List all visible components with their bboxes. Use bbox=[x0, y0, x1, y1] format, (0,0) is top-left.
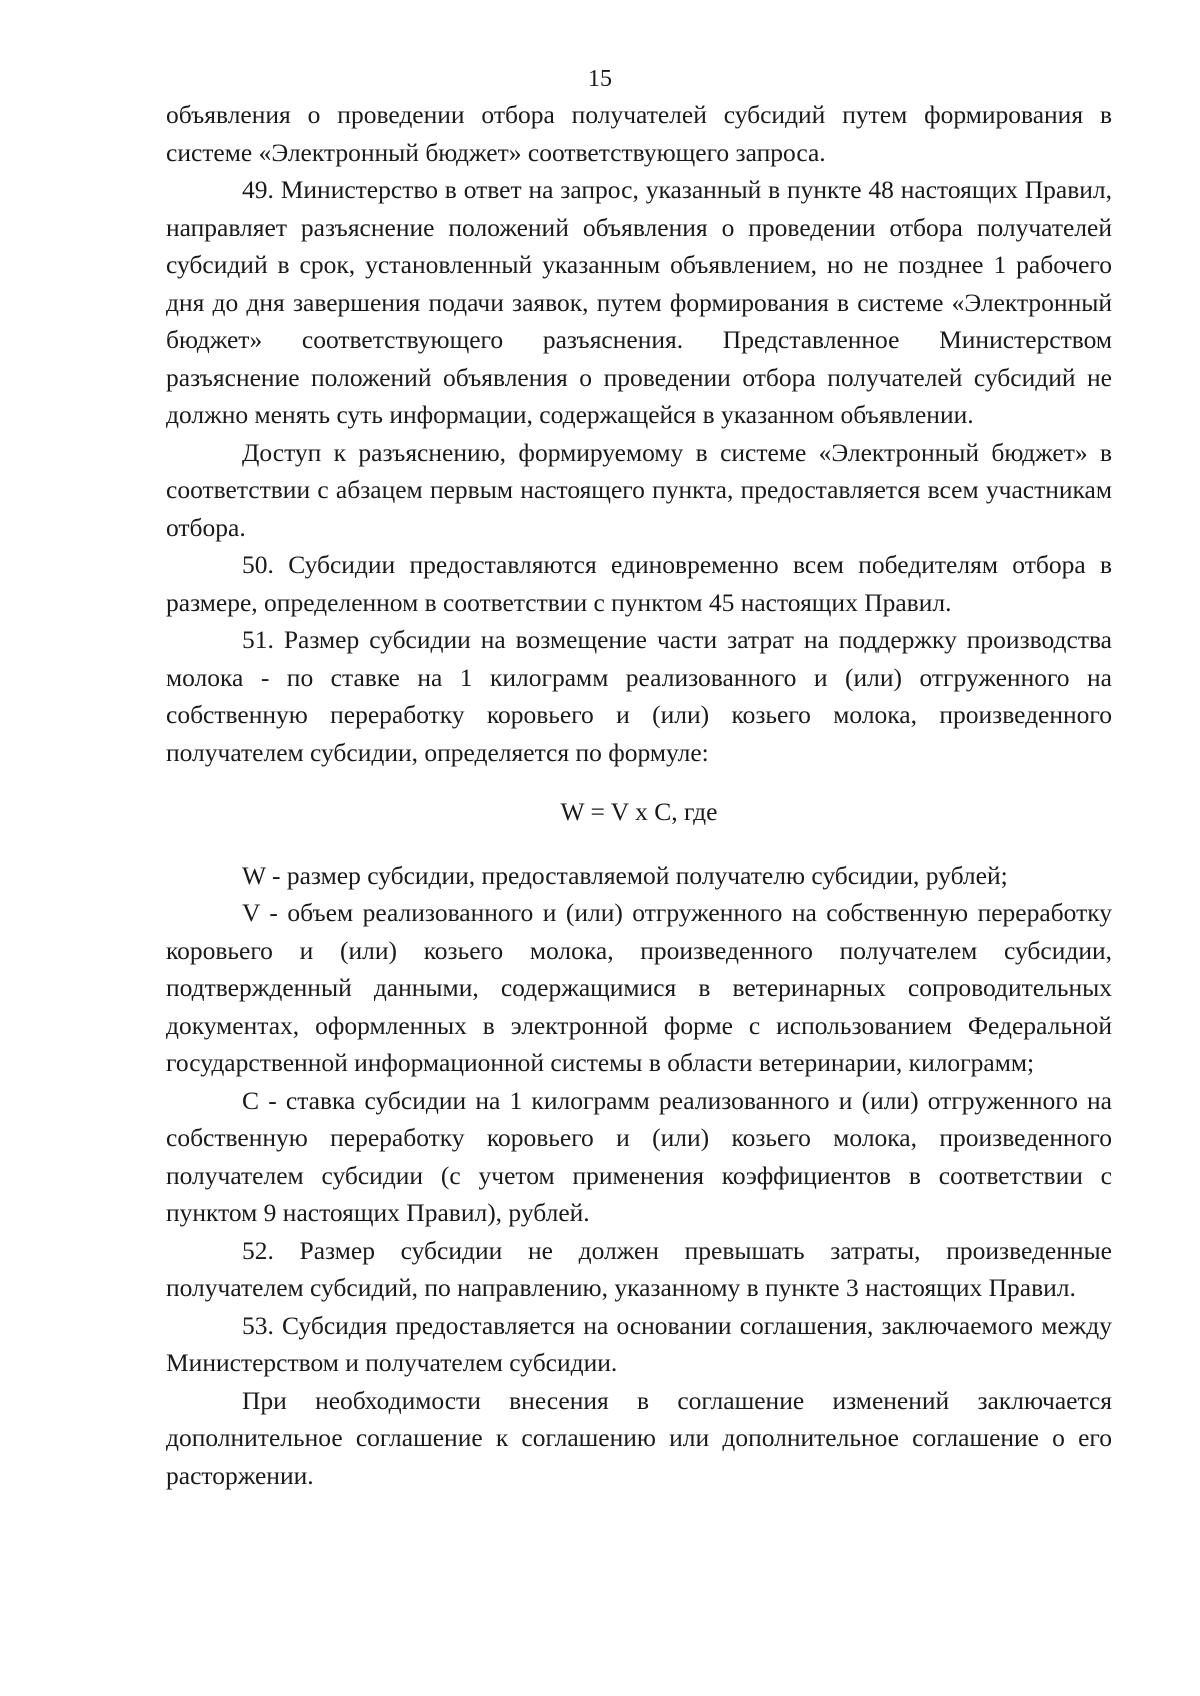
formula: W = V x C, где bbox=[560, 797, 718, 826]
paragraph-52: 52. Размер субсидии не должен превышать затраты, произведенные получателем субсидий, по направлению, указанному в пункте 3 настоящих Правил. bbox=[166, 1235, 1112, 1302]
paragraph-continuation: объявления о проведении отбора получателей субсидий путем формирования в системе «Электронный бюджет» соответствующего запроса. bbox=[166, 100, 1112, 167]
page-number: 15 bbox=[588, 66, 612, 92]
paragraph-50: 50. Субсидии предоставляются единовременно всем победителям отбора в размере, определенном в соответствии с пунктом 45 настоящих Правил. bbox=[166, 550, 1112, 617]
paragraph-49: 49. Министерство в ответ на запрос, указанный в пункте 48 настоящих Правил, направляет разъяснение положений объявления о проведении отбора получателей субсидий в срок, установленный указанным объявлением, но не позднее 1 рабочего дня до дня завершения подачи заявок, путем формирования в системе «Электронный бюджет» соответствующего разъяснения. Представленное Министерством разъяснение положений объявления о проведении отбора получателей субсидий не должно менять суть информации, содержащейся в указанном объявлении. bbox=[166, 175, 1112, 429]
definition-v: V - объем реализованного и (или) отгруженного на собственную переработку коровьего и (или) козьего молока, произведенного получателем субсидии, подтвержденный данными, содержащимися в ветеринарных сопроводительных документах, оформленных в электронной форме с использованием Федеральной государственной информационной системы в области ветеринарии, килограмм; bbox=[166, 898, 1112, 1077]
paragraph-amendment: При необходимости внесения в соглашение изменений заключается дополнительное соглашение к соглашению или дополнительное соглашение о его расторжении. bbox=[166, 1385, 1112, 1490]
paragraph-53: 53. Субсидия предоставляется на основании соглашения, заключаемого между Министерством и получателем субсидии. bbox=[166, 1310, 1112, 1377]
paragraph-access: Доступ к разъяснению, формируемому в системе «Электронный бюджет» в соответствии с абзацем первым настоящего пункта, предоставляется всем участникам отбора. bbox=[166, 437, 1112, 542]
document-body bbox=[166, 96, 1112, 1494]
definition-w: W - размер субсидии, предоставляемой получателю субсидии, рублей; bbox=[242, 860, 1008, 890]
paragraph-51: 51. Размер субсидии на возмещение части затрат на поддержку производства молока - по ставке на 1 килограмм реализованного и (или) отгруженного на собственную переработку коровьего и (или) козьего молока, произведенного получателем субсидии, определяется по формуле: bbox=[166, 625, 1112, 767]
definition-c: C - ставка субсидии на 1 килограмм реализованного и (или) отгруженного на собственную переработку коровьего и (или) козьего молока, произведенного получателем субсидии (с учетом применения коэффициентов в соответствии с пунктом 9 настоящих Правил), рублей. bbox=[166, 1085, 1112, 1227]
